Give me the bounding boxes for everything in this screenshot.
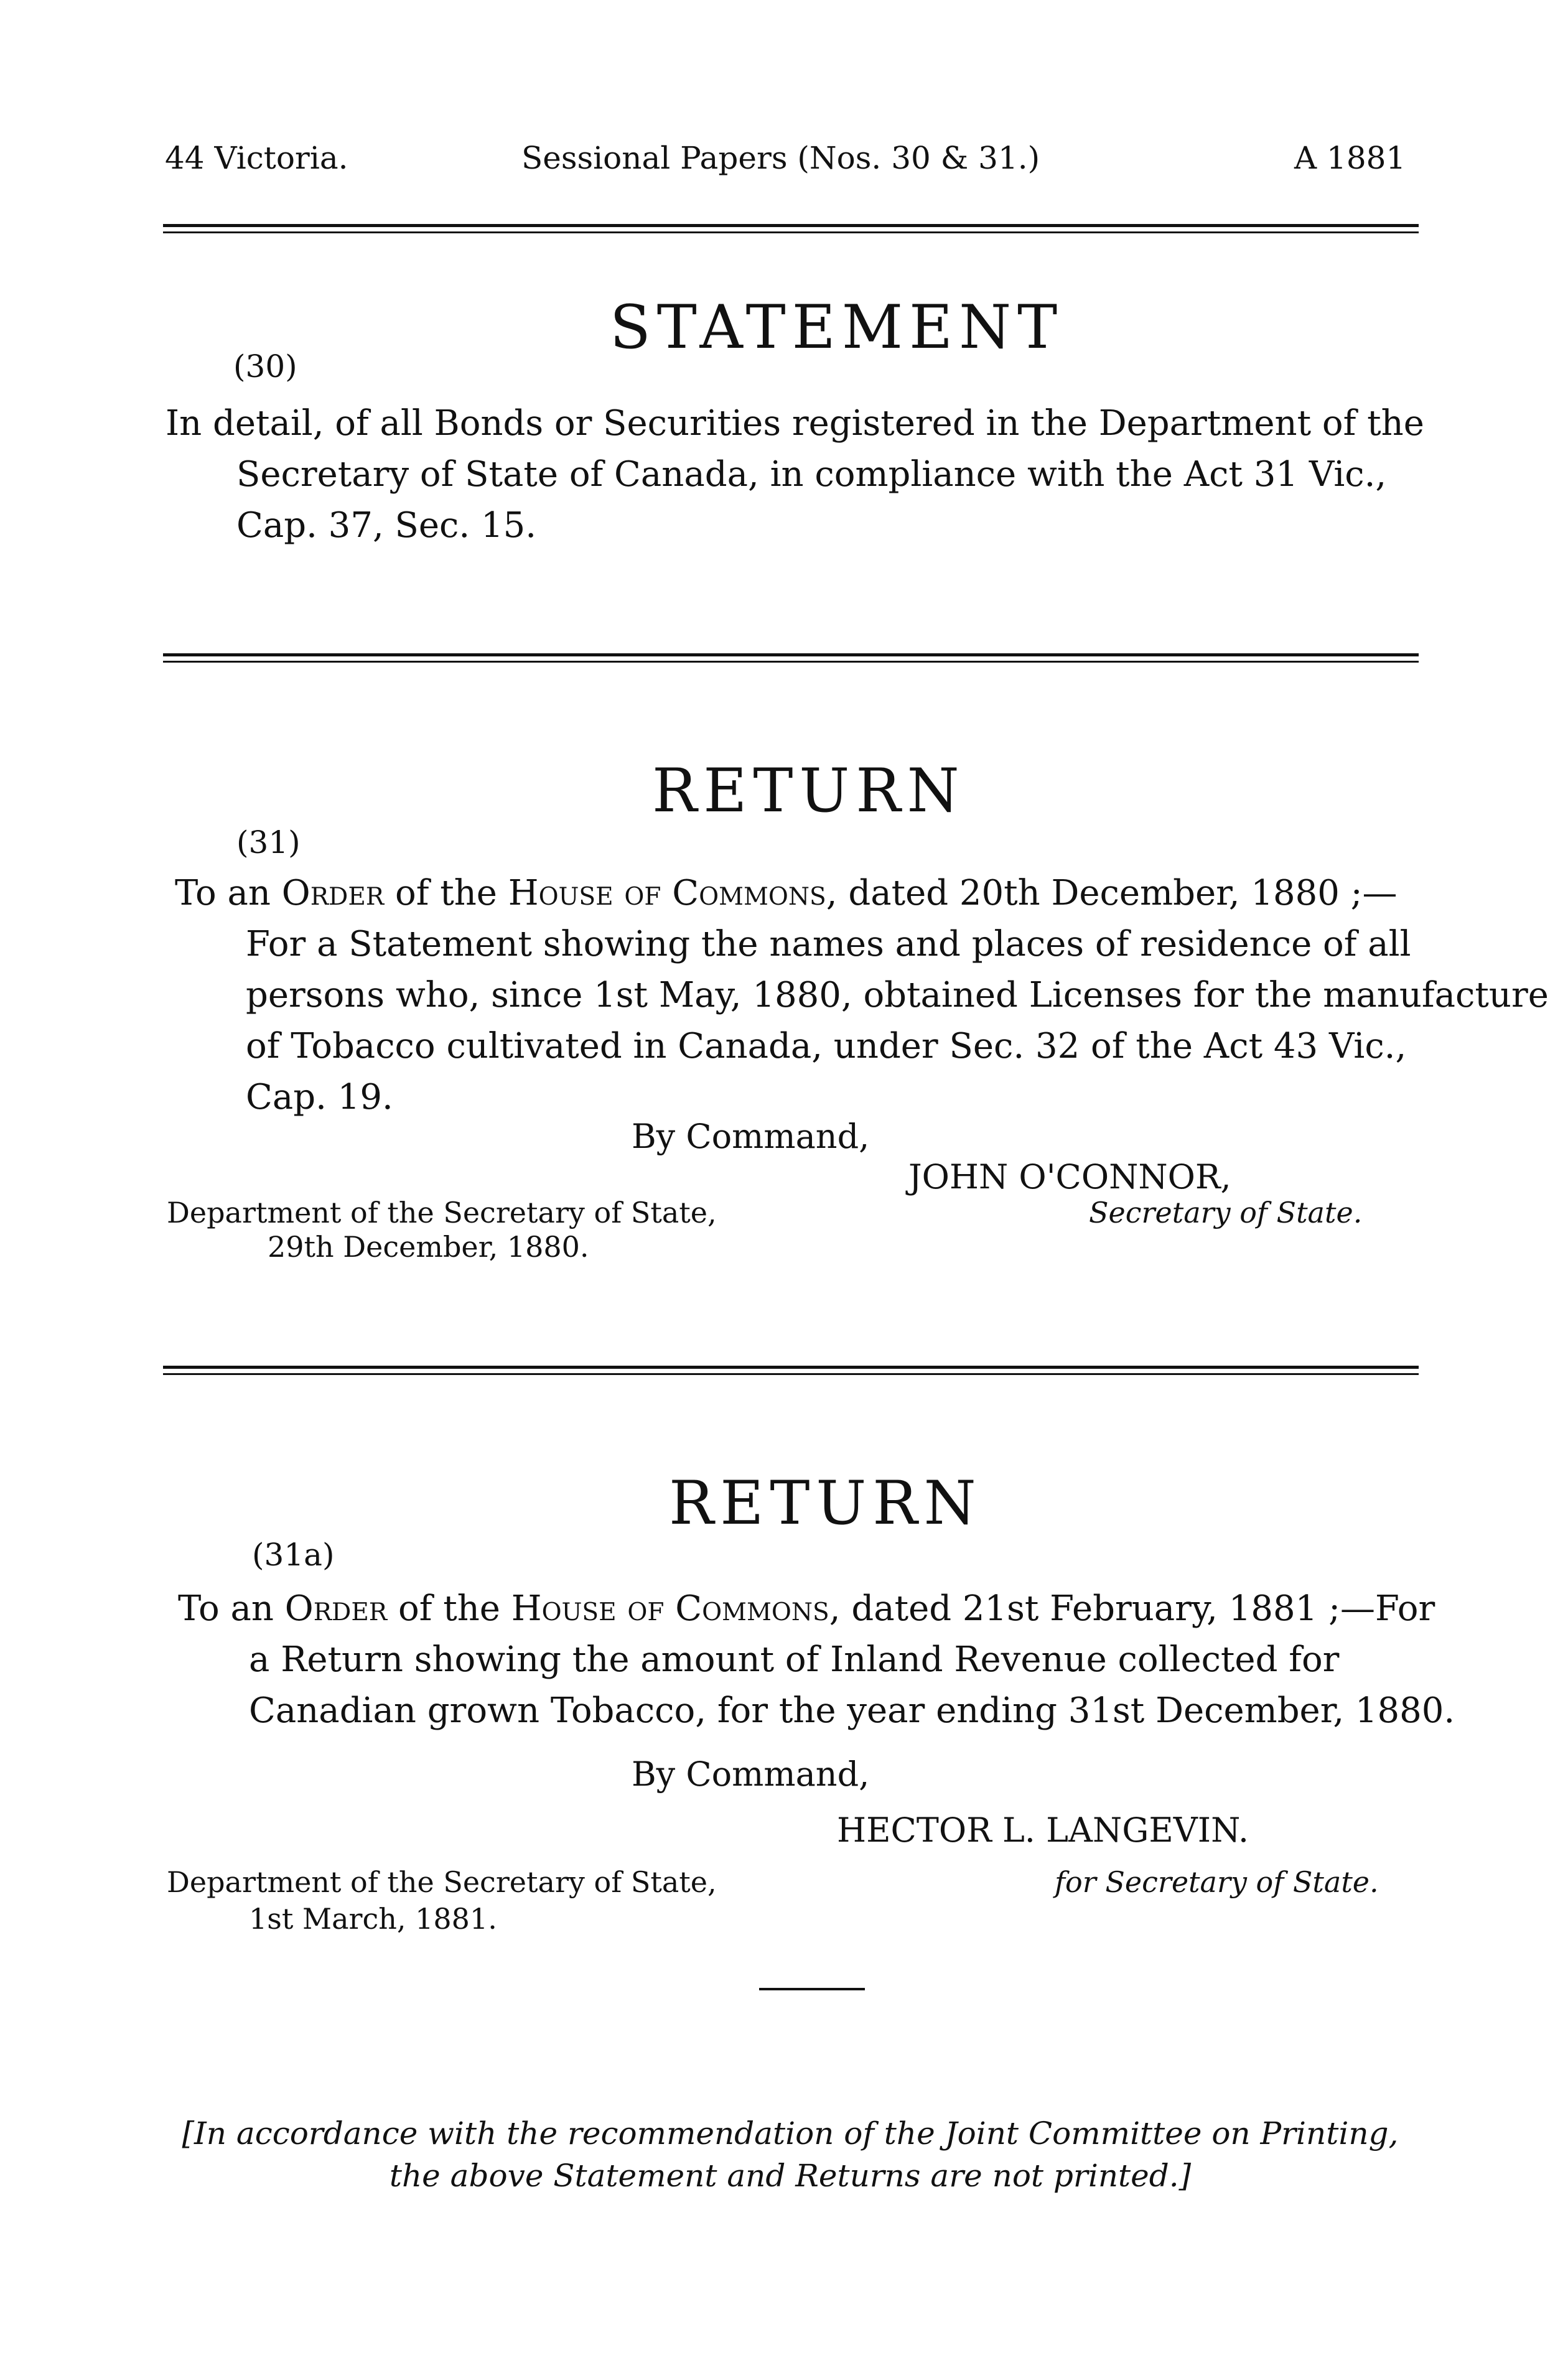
header-rule [163, 224, 1419, 233]
return-31-signatory: JOHN O'CONNOR, [908, 1157, 1231, 1196]
return-31a-title: RETURN [669, 1468, 982, 1538]
order-word: Order [284, 1588, 388, 1629]
order-word: Order [281, 873, 385, 913]
return-31-line-2: For a Statement showing the names and places of residence of all [246, 924, 1411, 964]
return-31a-line-3: Canadian grown Tobacco, for the year ending 31st December, 1880. [249, 1690, 1455, 1731]
printing-note-line-2: the above Statement and Returns are not printed.] [389, 2158, 1192, 2194]
closing-rule [759, 1988, 865, 1990]
return-31a-department: Department of the Secretary of State, [167, 1865, 717, 1899]
printing-note-line-1: [In accordance with the recommendation of the Joint Committee on Printing, [182, 2115, 1399, 2152]
return-31a-signatory-title: for Secretary of State. [1055, 1865, 1379, 1899]
return-31a-signatory: HECTOR L. LANGEVIN. [837, 1811, 1249, 1850]
return-31a-line-1: To an Order of the House of Commons, dated 21st February, 1881 ;—For [178, 1588, 1435, 1629]
house-of-commons: House of Commons [511, 1588, 829, 1629]
return-31-title: RETURN [652, 756, 966, 826]
header-session: 44 Victoria. [165, 140, 348, 176]
header-year: A 1881 [1294, 140, 1406, 176]
return-31-by-command: By Command, [632, 1117, 870, 1156]
statement-line-3: Cap. 37, Sec. 15. [236, 505, 537, 546]
return-31a-text [178, 1583, 1462, 1737]
return-31a-number: (31a) [252, 1537, 335, 1573]
statement-line-2: Secretary of State of Canada, in compliance with the Act 31 Vic., [236, 454, 1387, 495]
house-of-commons: House of Commons [508, 873, 826, 913]
return-31-line-1: To an Order of the House of Commons, dated 20th December, 1880 ;— [175, 873, 1398, 913]
return-31-signatory-title: Secretary of State. [1089, 1196, 1363, 1229]
return-31-line-3: persons who, since 1st May, 1880, obtained Licenses for the manufacture [246, 975, 1549, 1015]
return-31a-by-command: By Command, [632, 1755, 870, 1794]
return-31-line-4: of Tobacco cultivated in Canada, under Sec. 32 of the Act 43 Vic., [246, 1026, 1407, 1066]
header-title: Sessional Papers (Nos. 30 & 31.) [521, 140, 1040, 176]
printing-note [143, 2112, 1437, 2197]
section-divider-1 [163, 653, 1419, 663]
statement-title: STATEMENT [610, 292, 1064, 362]
return-31-department: Department of the Secretary of State, [167, 1196, 717, 1229]
return-31a-date: 1st March, 1881. [249, 1902, 497, 1936]
return-31-date: 29th December, 1880. [268, 1230, 589, 1264]
statement-number: (30) [233, 348, 297, 385]
statement-text [166, 398, 1468, 551]
return-31-number: (31) [236, 824, 301, 860]
section-divider-2 [163, 1366, 1419, 1375]
return-31-line-5: Cap. 19. [246, 1077, 393, 1117]
return-31a-line-2: a Return showing the amount of Inland Revenue collected for [249, 1639, 1340, 1680]
statement-line-1: In detail, of all Bonds or Securities registered in the Department of the [166, 403, 1424, 444]
return-31-text [175, 868, 1549, 1123]
